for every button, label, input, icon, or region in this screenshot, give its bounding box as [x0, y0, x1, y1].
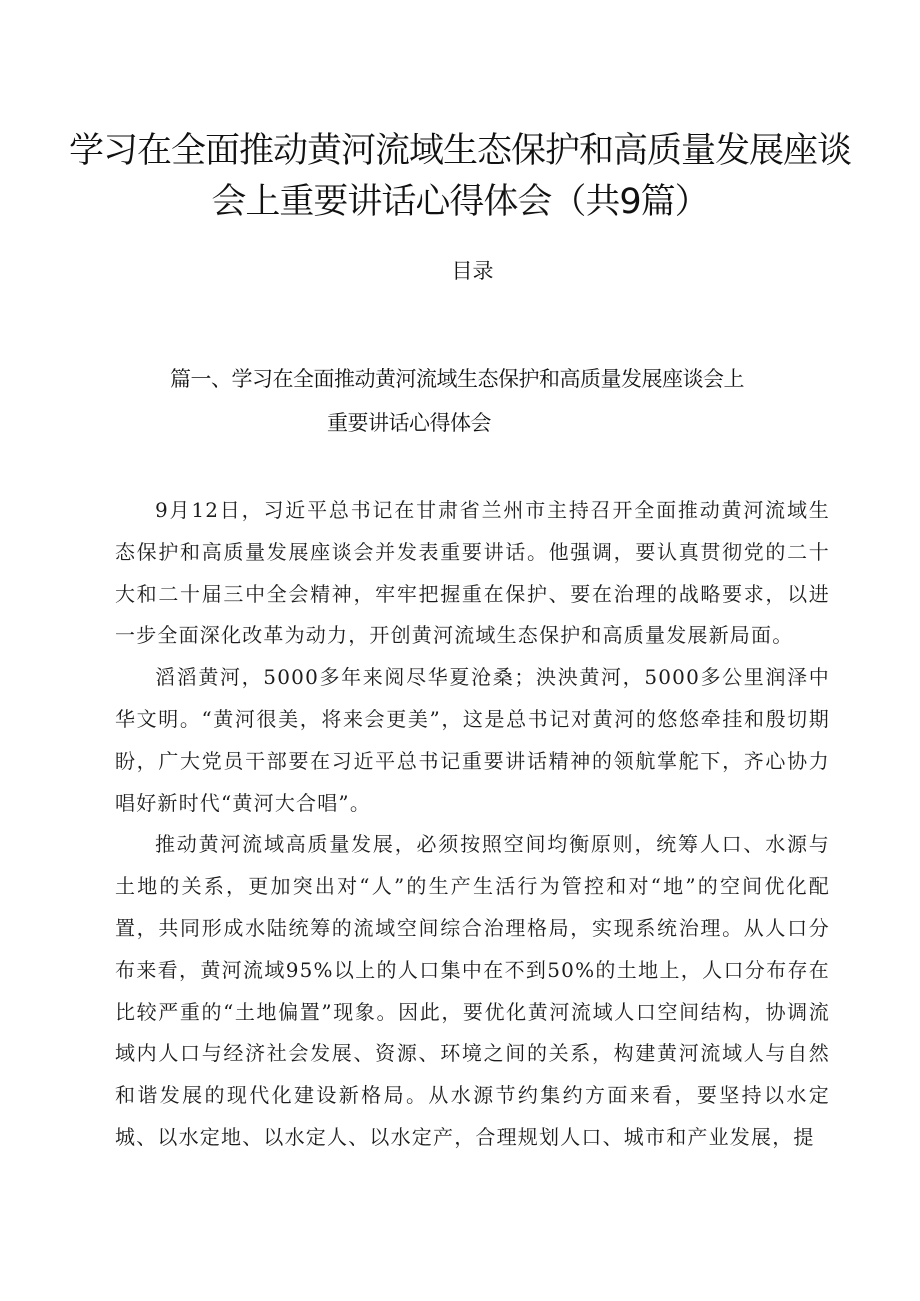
chapter-heading — [170, 357, 840, 445]
paragraph: 滔滔黄河，5000多年来阅尽华夏沧桑；泱泱黄河，5000多公里润泽中华文明。“黄河很美，将来会更美”，这是总书记对黄河的悠悠牵挂和殷切期盼，广大党员干部要在习近平总书记重要讲话精神的领航掌舵下，齐心协力唱好新时代“黄河大合唱”。 — [115, 665, 830, 815]
toc-heading: 目录 — [451, 259, 494, 283]
paragraph: 推动黄河流域高质量发展，必须按照空间均衡原则，统筹人口、水源与土地的关系，更加突出对“人”的生产生活行为管控和对“地”的空间优化配置，共同形成水陆统筹的流域空间综合治理格局，实现系统治理。从人口分布来看，黄河流域95%以上的人口集中在不到50%的土地上，人口分布存在比较严重的“土地偏置”现象。因此，要优化黄河流域人口空间结构，协调流域内人口与经济社会发展、资源、环境之间的关系，构建黄河流域人与自然和谐发展的现代化建设新格局。从水源节约集约方面来看，要坚持以水定城、以水定地、以水定人、以水定产，合理规划人口、城市和产业发展，提 — [115, 832, 830, 1149]
paragraph: 9月12日，习近平总书记在甘肃省兰州市主持召开全面推动黄河流域生态保护和高质量发展座谈会并发表重要讲话。他强调，要认真贯彻党的二十大和二十届三中全会精神，牢牢把握重在保护、要在治理的战略要求，以进一步全面深化改革为动力，开创黄河流域生态保护和高质量发展新局面。 — [115, 498, 830, 648]
chapter-heading-line2: 重要讲话心得体会 — [327, 411, 491, 435]
chapter-heading-line1: 篇一、学习在全面推动黄河流域生态保护和高质量发展座谈会上 — [170, 367, 744, 391]
body-text — [115, 490, 830, 1159]
document-title: 学习在全面推动黄河流域生态保护和高质量发展座谈会上重要讲话心得体会（共9篇） — [68, 131, 851, 222]
